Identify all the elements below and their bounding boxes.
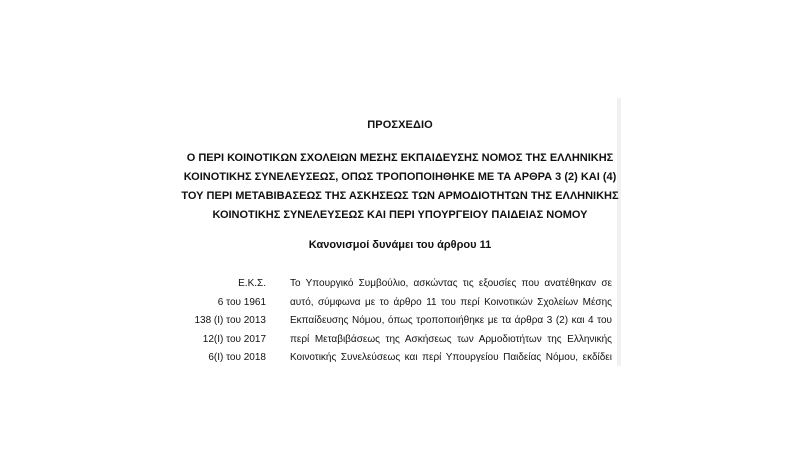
body-line: περί Μεταβιβάσεως της Ασκήσεως των Αρμοδιοτήτων της Ελληνικής [290,333,612,345]
margin-note: 6 του 1961 [217,296,266,308]
regulations-subtitle: Κανονισμοί δυνάμει του άρθρου 11 [308,239,492,251]
body-line: Κοινοτικής Συνελεύσεως και περί Υπουργείου Παιδείας Νόμου, εκδίδει [290,352,612,362]
title-line: ΚΟΙΝΟΤΙΚΗΣ ΣΥΝΕΛΕΥΣΕΩΣ, ΟΠΩΣ ΤΡΟΠΟΠΟΙΗΘΗΚΕ ΜΕ ΤΑ ΑΡΘΡΑ 3 (2) ΚΑΙ (4) [183,171,617,183]
margin-note: Ε.Κ.Σ. [238,278,266,289]
margin-note: 138 (Ι) του 2013 [194,315,266,327]
draft-label: ΠΡΟΣΧΕΔΙΟ [367,119,433,131]
margin-note: 6(Ι) του 2018 [208,352,266,362]
title-line: ΚΟΙΝΟΤΙΚΗΣ ΣΥΝΕΛΕΥΣΕΩΣ ΚΑΙ ΠΕΡΙ ΥΠΟΥΡΓΕΙΟΥ ΠΑΙΔΕΙΑΣ ΝΟΜΟΥ [212,209,588,221]
body-paragraph [290,275,612,362]
document-title [160,149,640,225]
title-line: ΤΟΥ ΠΕΡΙ ΜΕΤΑΒΙΒΑΣΕΩΣ ΤΗΣ ΑΣΚΗΣΕΩΣ ΤΩΝ ΑΡΜΟΔΙΟΤΗΤΩΝ ΤΗΣ ΕΛΛΗΝΙΚΗΣ [181,190,619,202]
body-line: Εκπαίδευσης Νόμου, όπως τροποποιήθηκε με τα άρθρα 3 (2) και 4 του [290,315,612,327]
title-line: Ο ΠΕΡΙ ΚΟΙΝΟΤΙΚΩΝ ΣΧΟΛΕΙΩΝ ΜΕΣΗΣ ΕΚΠΑΙΔΕΥΣΗΣ ΝΟΜΟΣ ΤΗΣ ΕΛΛΗΝΙΚΗΣ [186,152,614,164]
body-line: Το Υπουργικό Συμβούλιο, ασκώντας τις εξουσίες που ανατέθηκαν σε [290,278,612,289]
margin-note: 12(Ι) του 2017 [202,333,266,345]
margin-notes [150,275,266,362]
body-line: αυτό, σύμφωνα με το άρθρο 11 του περί Κοινοτικών Σχολείων Μέσης [290,296,612,308]
